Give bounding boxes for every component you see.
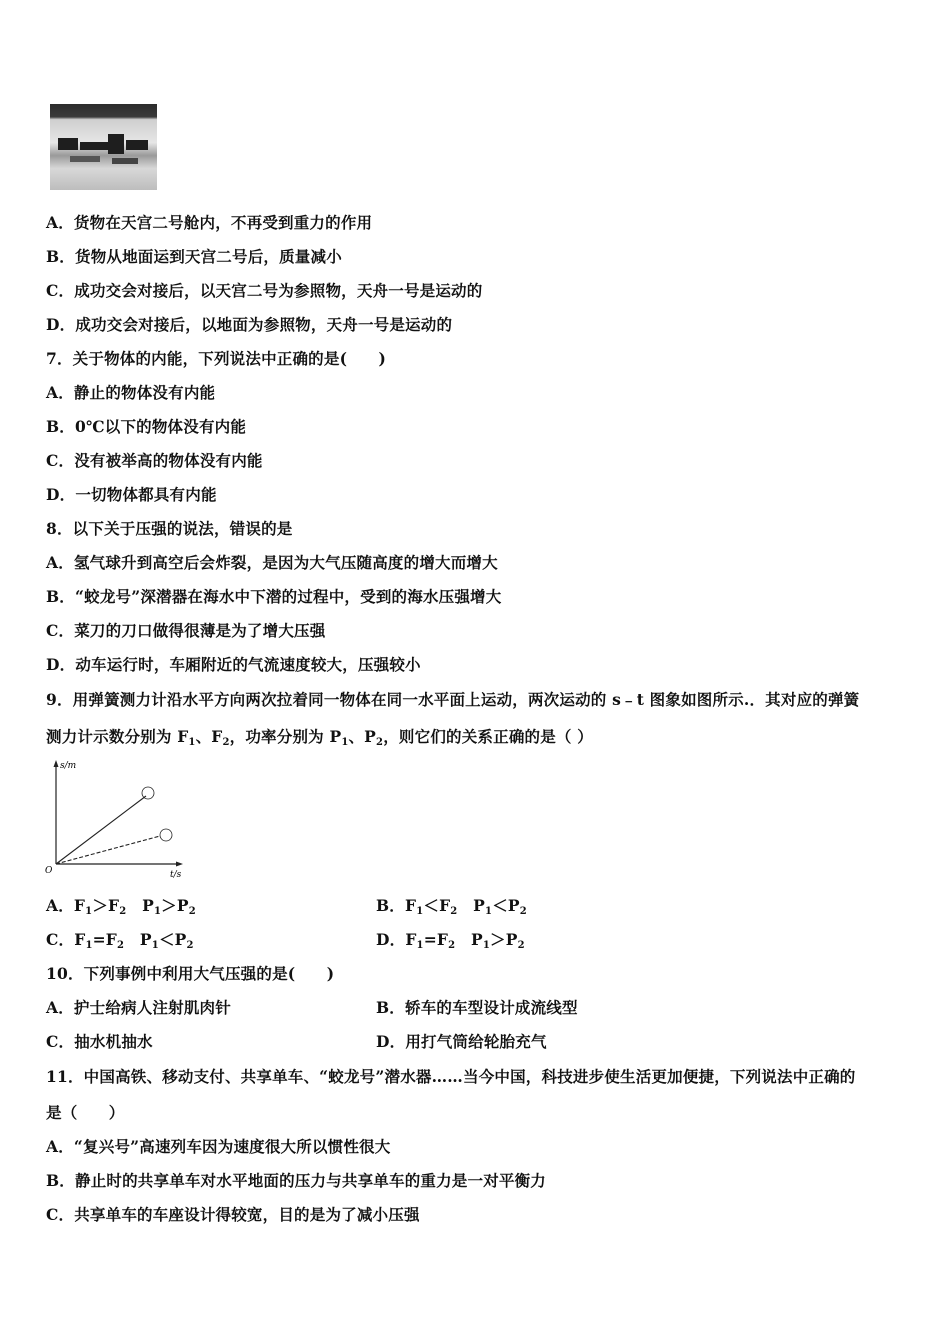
q9-option-a: A．$F_1>F_2$ $P_1>P_2$: [46, 896, 196, 917]
q10-option-c: C．抽水机抽水: [46, 1032, 153, 1051]
q8-option-d: D．动车运行时，车厢附近的气流速度较大，压强较小: [46, 655, 421, 674]
q8-stem: 8．以下关于压强的说法，错误的是: [46, 519, 293, 538]
x-axis-label: t/s: [170, 870, 182, 880]
q9-option-b: B．$F_1<F_2$ $P_1<P_2$: [376, 896, 527, 917]
q11-option-a: A．“复兴号”高速列车因为速度很大所以惯性很大: [46, 1137, 391, 1156]
q7-option-b: B．0℃以下的物体没有内能: [46, 417, 247, 436]
q7-option-a: A．静止的物体没有内能: [46, 383, 216, 402]
q9-stem-line1: 9．用弹簧测力计沿水平方向两次拉着同一物体在同一水平面上运动，两次运动的 s﹣t 图象如图所示.．其对应的弹簧: [46, 690, 860, 709]
q6-option-c: C．成功交会对接后，以天宫二号为参照物，天舟一号是运动的: [46, 281, 483, 300]
q10-option-b: B．轿车的车型设计成流线型: [376, 998, 578, 1017]
line-2: [56, 836, 160, 864]
q8-option-b: B．“蛟龙号”深潜器在海水中下潜的过程中，受到的海水压强增大: [46, 587, 502, 606]
q9-stem-line2: 测力计示数分别为 $F_1$、$F_2$，功率分别为 $P_1$、$P_2$，则它们的关系正确的是（ ）: [46, 727, 593, 748]
q9-option-c: C．$F_1=F_2$ $P_1<P_2$: [46, 930, 194, 951]
q7-option-d: D．一切物体都具有内能: [46, 485, 217, 504]
y-axis-arrow: [54, 760, 59, 767]
q9-option-d: D．$F_1=F_2$ $P_1>P_2$: [376, 930, 525, 951]
origin-label: O: [45, 866, 53, 876]
q8-option-a: A．氢气球升到高空后会炸裂，是因为大气压随高度的增大而增大: [46, 553, 498, 572]
s-t-graph: [42, 756, 192, 881]
q11-stem-line2: 是（ ）: [46, 1103, 125, 1122]
x-axis-arrow: [176, 862, 183, 867]
q11-option-b: B．静止时的共享单车对水平地面的压力与共享单车的重力是一对平衡力: [46, 1171, 547, 1190]
q11-stem-line1: 11．中国高铁、移动支付、共享单车、“蛟龙号”潜水器……当今中国，科技进步使生活更加便捷，下列说法中正确的: [46, 1067, 856, 1086]
q6-option-a: A．货物在天宫二号舱内，不再受到重力的作用: [46, 213, 373, 232]
q10-stem: 10．下列事例中利用大气压强的是( ): [46, 964, 335, 983]
q10-option-a: A．护士给病人注射肌肉针: [46, 998, 231, 1017]
q8-option-c: C．菜刀的刀口做得很薄是为了增大压强: [46, 621, 326, 640]
y-axis-label: s/m: [60, 761, 77, 771]
q6-option-d: D．成功交会对接后，以地面为参照物，天舟一号是运动的: [46, 315, 453, 334]
q7-stem: 7．关于物体的内能，下列说法中正确的是( ): [46, 349, 387, 368]
q7-option-c: C．没有被举高的物体没有内能: [46, 451, 263, 470]
q11-option-c: C．共享单车的车座设计得较宽，目的是为了减小压强: [46, 1205, 420, 1224]
q6-option-b: B．货物从地面运到天宫二号后，质量减小: [46, 247, 342, 266]
space-station-photo: [50, 104, 157, 190]
q10-option-d: D．用打气筒给轮胎充气: [376, 1032, 547, 1051]
line-1: [56, 796, 146, 864]
